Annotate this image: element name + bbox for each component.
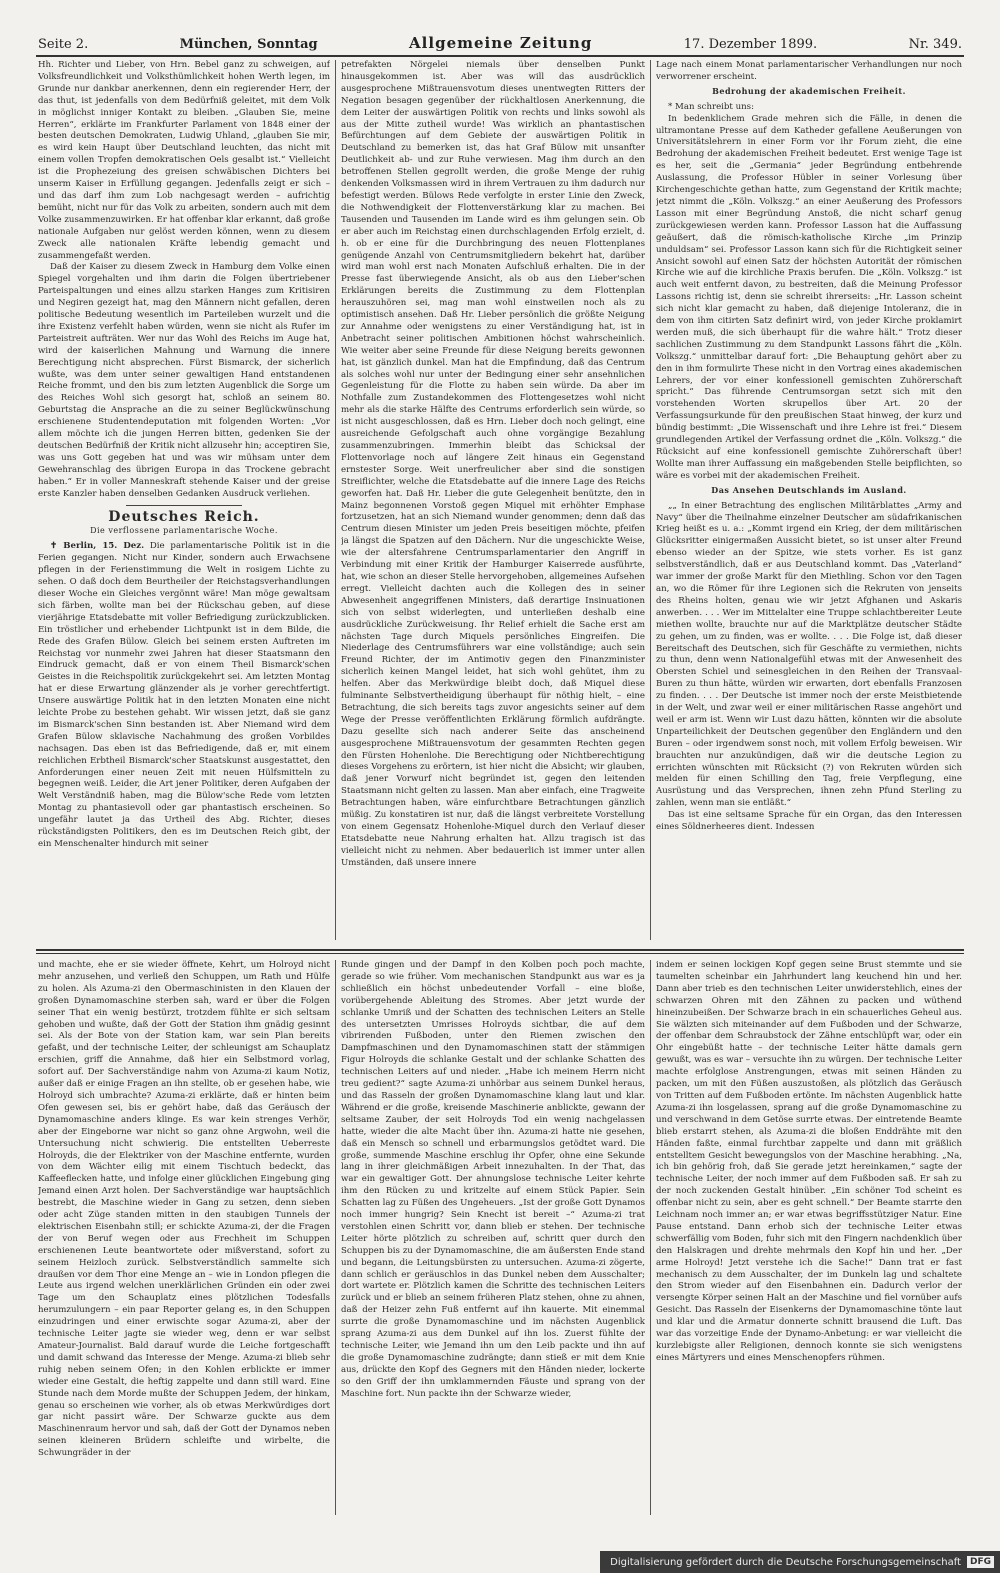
page-number: Seite 2. [38,37,89,52]
footer-text: Digitalisierung gefördert durch die Deutsche Forschungsgemeinschaft [610,1556,961,1568]
top-col3-article-1: In bedenklichem Grade mehren sich die Fälle, in denen die ultramontane Presse auf dem Katheder gefallene Aeußerungen von Universitätslehrern in einer Form vor ihr Forum zieht, die eine Bedrohung der akademischen Freiheit bedeutet. Erst wenige Tage ist es her, seit die „Germania“ jeder Begründung entbehrende Auslassung, die Professor Hübler in seiner Vorlesung über Kirchengeschichte gethan hatte, zum Gegenstand der Kritik machte; jetzt nimmt die „Köln. Volkszg.“ an einer Aeußerung des Professors Lasson mit einer Begründung Anstoß, die nicht scharf genug zurückgewiesen werden kann. Professor Lasson hat die Auffassung geäußert, daß die römisch-katholische Kirche „im Prinzip unduldsam“ sei. Professor Lasson kann sich für die Richtigkeit seiner Ansicht sowohl auf einen Satz der höchsten Autorität der römischen Kirche wie auf die kirchliche Praxis berufen. Die „Köln. Volkszg.“ ist auch weit entfernt davon, zu bestreiten, daß die Meinung Professor Lassons richtig ist, denn sie schreibt ihrerseits: „Hr. Lasson scheint sich nicht klar gemacht zu haben, daß diejenige Intoleranz, die in dem von ihm citirten Satz definirt wird, von jeder Kirche proklamirt werden muß, die sich überhaupt für die wahre hält.“ Trotz dieser sachlichen Zustimmung zu dem Standpunkt Lassons fährt die „Köln. Volkszg.“ unmittelbar darauf fort: „Die Behauptung gehört aber zu den in ihm formulirte These nicht in den Vortrag eines akademischen Lehrers, der vor einer konfessionell gemischten Zuhörerschaft spricht.“ Das führende Centrumsorgan setzt sich mit den vorstehenden Worten skrupellos über Art. 20 der Verfassungsurkunde für den preußischen Staat hinweg, der kurz und bündig bestimmt: „Die Wissenschaft und ihre Lehre ist frei.“ Diesem grundlegenden Artikel der Verfassung ordnet die „Köln. Volkszg.“ die Rücksicht auf eine konfessionell gemischte Zuhörerschaft über! Wollte man ihrer Auffassung ein maßgebenden Stelle beipflichten, so wäre es vorbei mit der akademischen Freiheit. [656,113,962,481]
feuilleton-rule [36,949,964,951]
column-rule [650,60,651,940]
divider [126,505,243,506]
column-rule [335,60,336,940]
top-col3-article-2: „„ In einer Betrachtung des englischen Militärblattes „Army and Navy“ über die Theilnahme einzelner Deutscher am südafrikanischen Krieg heißt es u. a.: „Kommt irgend ein Krieg, der dem militärischen Glücksritter einigermaßen Aussicht bietet, so ist unser alter Freund ebenso wieder an der Spitze, wie stets vorher. Es ist ganz selbstverständlich, daß er aus Deutschland kommt. Das „Vaterland“ war immer der große Markt für den Miethling. Schon vor den Tagen an, wo die Römer für ihre Legionen sich die Rekruten von jenseits des Rheins holten, genau wie wir jetzt Afghanen und Askaris anwerben. . . . Wer im Mittelalter eine Truppe schlachtbereiter Leute miethen wollte, brauchte nur auf die Marktplätze deutscher Städte zu gehen, um zu finden, was er wollte. . . . Die Folge ist, daß dieser Bereitschaft des Deutschen, sich für Geschäfte zu vermiethen, nichts zu thun, denn wenn Nationalgefühl etwas mit der Anwesenheit des Obersten Schiel und seinesgleichen in den Reihen der Transvaal-Buren zu thun hätte, würden wir erwarten, dort ebenfalls Franzosen zu finden. . . . Der Deutsche ist immer noch der erste Meistbietende in der Welt, und zwar weil er einer militärischen Rasse angehört und weil er arm ist. Wenn wir Lust dazu hätten, könnten wir die absolute Unparteilichkeit der Deutschen gegenüber den Engländern und den Buren – oder irgendwem sonst noch, mit vollem Erfolg beweisen. Wir brauchten nur anzukündigen, daß wir die deutsche Legion zu errichten wünschten mit Rücksicht (?) von Rekruten würden sich melden für einen Schilling den Tag, freie Verpflegung, eine Ausrüstung und das Versprechen, ihnen zehn Pfund Sterling zu zahlen, wenn man sie entläßt.“ [656,500,962,809]
feuilleton-rule-2 [36,953,964,954]
place-day: München, Sonntag [179,37,318,52]
article-byline: * Man schreibt uns: [668,101,754,112]
bottom-column-3 [656,960,962,1520]
top-col3-ending: Das ist eine seltsame Sprache für ein Organ, das den Interessen eines Söldnerheeres dient. Indessen [656,810,962,833]
bottom-column-1 [38,960,330,1520]
top-column-3 [656,60,962,945]
page-header [38,30,962,52]
newspaper-title: Allgemeine Zeitung [409,34,593,52]
column-rule [335,960,336,1515]
bottom-col1-story: und machte, ehe er sie wieder öffnete, Kehrt, um Holroyd nicht mehr anzusehen, und verließ den Schuppen, um Rath und Hülfe zu holen. Als Azuma-zi den Obermaschinisten in den Klauen der großen Dynamomaschine sterben sah, ward er über die Folgen seiner That ein wenig bestürzt, trotzdem fühlte er sich seltsam gehoben und wußte, daß der Gott der Station ihm gnädig gesinnt sei. Als der Bote von der Station kam, war sein Plan bereits gefaßt, und der technische Leiter, der schleunigst am Schauplatz erschien, griff die Annahme, daß hier ein Selbstmord vorlag, sofort auf. Der Sachverständige nahm von Azuma-zi kaum Notiz, außer daß er einige Fragen an ihn stellte, ob er gesehen habe, wie Holroyd sich umbrachte? Azuma-zi erklärte, daß er hinten beim Ofen gewesen sei, bis er gehört habe, daß das Geräusch der Dynamomaschine anders klinge. Es war kein strenges Verhör, aber der Eingeborne war nicht so ganz ohne Argwohn, weil die Untersuchung nicht schwierig. Die entstellten Ueberreste Holroyds, die der Elektriker von der Maschine entfernte, wurden von dem Wächter eilig mit einem Tischtuch bedeckt, das Kaffeeflecken hatte, und infolge einer glücklichen Eingebung ging Jemand einen Arzt holen. Der Sachverständige war hauptsächlich bestrebt, die Maschine wieder in Gang zu setzen, denn sieben oder acht Züge standen mitten in den staubigen Tunnels der elektrischen Eisenbahn still; er schickte Azuma-zi, der die Fragen der von Beruf wegen oder aus Frechheit im Schuppen erschienenen Leute beantwortete oder mißverstand, sofort zu seinem Heizloch zurück. Selbstverständlich sammelte sich draußen vor dem Thor eine Menge an – wie in London pflegen die Leute aus irgend welchen unerklärlichen Gründen ein oder zwei Tage um den Schauplatz eines plötzlichen Todesfalls herumzulungern – ein paar Reporter gelang es, in den Schuppen einzudringen und einer erwischte sogar Azuma-zi, aber der technische Leiter jagte sie wieder weg, denn er war selbst Amateur-Journalist. Bald darauf wurde die Leiche fortgeschafft und damit schwand das Interesse der Menge. Azuma-zi blieb sehr ruhig neben seinem Ofen; in den Kohlen erblickte er immer wieder eine Gestalt, die heftig zappelte und dann still ward. Eine Stunde nach dem Morde mußte der Schuppen Jedem, der hinkam, genau so erscheinen wie vorher, als ob etwas Merkwürdiges dort gar nicht passirt wäre. Der Schwarze guckte aus dem Maschinenraum hervor und sah, daß der Gott der Dynamos neben seinen kleineren Brüdern schleifte und wirbelte, die Schwungräder in der [38,960,330,1459]
digitization-footer [600,1551,1000,1573]
top-col1-article: Die parlamentarische Politik ist in die Ferien gegangen. Nicht nur Kinder, sondern auch Erwachsene pflegen in der Ferienstimmung die Welt in rosigem Lichte zu sehen. O daß doch dem Beurtheiler der Reichstagsverhandlungen dieser Woche ein Gleiches vergönnt wäre! Man möge gewaltsam sich färben, wollte man bei der Rückschau geben, auf diese vierjährige Etatsdebatte mit voller Befriedigung zurückzublicken. Ein tröstlicher und erhebender Lichtpunkt ist in dem Bilde, die Rede des Grafen Bülow. Gleich bei seinem ersten Auftreten im Reichstag vor nunmehr zwei Jahren hat dieser Staatsmann den Eindruck gemacht, daß er von einem Theil Bismarck'schen Geistes in die Reichspolitik zurückgekehrt sei. Am letzten Montag hat er diese Erwartung glänzender als je vorher gerechtfertigt. Unsere auswärtige Politik hat in den letzten Monaten eine nicht leichte Probe zu bestehen gehabt. Wir wissen jetzt, daß sie ganz im Bismarck'schen Sinn bestanden ist. Aber Niemand wird dem Grafen Bülow sklavische Nachahmung des großen Vorbildes nachsagen. Das eben ist das Befriedigende, daß er, mit einem reichlichen Erbtheil Bismarck'scher Staatskunst ausgestattet, den Anforderungen einer neuen Zeit mit neuen Hülfsmitteln zu begegnen weiß. Leider, die Art jener Politiker, deren Aufgaben der Welt Verständniß haben, mag die Bülow'sche Rede vom letzten Montag zu phantasievoll oder gar phantastisch erscheinen. So ungefähr lautet ja das Urtheil des Abg. Richter, dieses rückständigsten Politikers, den es im Deutschen Reich gibt, der ein Menschenalter hindurch mit seiner [38,541,330,849]
dfg-logo: DFG [967,1556,994,1568]
bottom-col3-story: indem er seinen lockigen Kopf gegen seine Brust stemmte und sie taumelten scheinbar ein Jahrhundert lang keuchend hin und her. Dann aber trieb es den technischen Leiter unwiderstehlich, eines der schwarzen Ohren mit den Zähnen zu packen und wüthend hineinzubeißen. Der Schwarze brach in ein schauerliches Geheul aus. Sie wälzten sich miteinander auf dem Fußboden und der Schwarze, der offenbar dem Schraubstock der Zähne entschlüpft war, oder ein Ohr eingebüßt hatte – der technische Leiter hätte damals gern gewußt, was es war – versuchte ihn zu würgen. Der technische Leiter machte erfolglose Anstrengungen, etwas mit seinen Händen zu packen, um mit den Füßen auszustoßen, als plötzlich das Geräusch von Tritten auf dem Fußboden ertönte. Im nächsten Augenblick hatte Azuma-zi ihn losgelassen, sprang auf die große Dynamomaschine zu und verschwand in dem Getöse surrte etwas. Der eintretende Beamte blieb erstarrt stehen, als Azuma-zi die bloßen Enddrähte mit den Händen faßte, einmal furchtbar zappelte und dann mit gräßlich entstelltem Gesicht bewegungslos von der Maschine herabhing. „Na, ich bin gehörig froh, daß Sie gerade jetzt hereinkamen,“ sagte der technische Leiter, der noch immer auf dem Fußboden saß. Er sah zu der noch zuckenden Gestalt hinüber. „Ein schöner Tod scheint es offenbar nicht zu sein, aber es geht schnell.“ Der Beamte starrte den Leichnam noch immer an; er war etwas begriffsstütziger Natur. Eine Pause entstand. Dann erhob sich der technische Leiter etwas schwerfällig vom Boden, fuhr sich mit den Fingern nachdenklich über den Halskragen und drehte mehrmals den Kopf hin und her. „Der arme Holroyd! Jetzt verstehe ich die Sache!“ Dann trat er fast mechanisch zu dem Ausschalter, der im Dunkeln lag und schaltete den Strom wieder auf den Eisenbahnen ein. Dadurch verlor der versengte Körper seinen Halt an der Maschine und fiel vornüber aufs Gesicht. Das Rasseln der Eisenkerns der Dynamomaschine tönte laut und klar und die Armatur donnerte schnitt brausend die Luft. Das war das vorzeitige Ende der Dynamo-Anbetung: er war vielleicht die kurzlebigste aller Religionen, dennoch konnte sie sich wenigstens eines Märtyrers und eines Menschenopfers rühmen. [656,960,962,1363]
top-col1-paragraph-2: Daß der Kaiser zu diesem Zweck in Hamburg dem Volke einen Spiegel vorgehalten und ihm darin die Folgen übertriebener Parteispaltungen und eines allzu starken Hanges zum Kritisiren und Negiren gezeigt hat, mag den Männern nicht gefallen, deren politische Bedeutung wesentlich im Parteileben wurzelt und die ihre Existenz verfehlt haben würden, wenn sie nicht als Rufer im Parteistreit aufträten. Wer nur das Wohl des Reichs im Auge hat, wird der kaiserlichen Mahnung und Warnung die innere Berechtigung nicht absprechen. Fürst Bismarck, der sicherlich wußte, was dem unter seiner gewaltigen Hand entstandenen Reiche frommt, und den bis zum letzten Augenblick die Sorge um des Reiches Wohl sich gesorgt hat, schloß an seinem 80. Geburtstag die Ansprache an die zu seiner Beglückwünschung erschienene Studentendeputation mit folgenden Worten: „Vor allem möchte ich die jungen Herren bitten, gedenken Sie der deutschen Bedürfniß der Kritik nicht allzusehr hin; acceptiren Sie, was uns Gott gegeben hat und was wir mühsam unter dem Gewehranschlag des übrigen Europa in das Trockene gebracht haben.“ Er in voller Manneskraft stehende Kaiser und der greise erste Kanzler haben denselben Gedanken Ausdruck verliehen. [38,262,330,499]
bottom-column-2 [341,960,645,1520]
column-rule [650,960,651,1515]
dateline: ✝ Berlin, 15. Dez. [50,541,145,552]
top-col2-article: petrefakten Nörgelei niemals über denselben Punkt hinausgekommen ist. Aber was will das ausdrücklich ausgesprochene Mißtrauensvotum dieses unentwegten Ritters der Negation besagen gegenüber der rückhaltlosen Anerkennung, die dem Leiter der auswärtigen Politik von rechts und links sowohl als aus der Mitte zutheil wurde! Was wirklich an phantastischen Befürchtungen auf dem Gebiete der auswärtigen Politik in Deutschland zu bemerken ist, das hat Graf Bülow mit unsanfter Deutlichkeit ab- und zur Ruhe verwiesen. Mag ihm durch an den betroffenen Stellen gegrollt werden, die große Menge der ruhig denkenden Volksmassen wird in ihrem Vertrauen zu ihm dadurch nur befestigt werden. Bülows Rede verfolgte in erster Linie den Zweck, die Nothwendigkeit der Flottenverstärkung klar zu machen. Bei Tausenden und Tausenden im Lande wird es ihm gelungen sein. Ob er aber auch im Reichstag einen durchschlagenden Erfolg erzielt, d. h. ob er eine für die Durchbringung des neuen Flottenplanes genügende Anzahl von Centrumsmitgliedern bekehrt hat, darüber wird man wohl erst nach Monaten Aufschluß erhalten. Die in der Presse fast überwiegende Ansicht, als ob aus den Lieber'schen Erklärungen bereits die Zustimmung zu dem Flottenplan herauszuhören sei, mag man wohl einstweilen noch als zu optimistisch ansehen. Daß Hr. Lieber persönlich die größte Neigung zur Annahme oder wenigstens zu einer Verständigung hat, ist in Anbetracht seiner politischen Ambitionen höchst wahrscheinlich. Wie weiter aber seine Freunde für diese Neigung bereits gewonnen hat, ist gänzlich dunkel. Man hat die Empfindung, daß das Centrum als solches wohl nur unter der Bedingung einer sehr ansehnlichen Gegenleistung für die Flotte zu haben sein würde. Da aber im Nothfalle zum Zustandekommen des Flottengesetzes wohl nicht mehr als die starke Hälfte des Centrums erforderlich sein würde, so ist nicht ausgeschlossen, daß es Hrn. Lieber doch noch gelingt, eine ausreichende Gefolgschaft auch ohne vorgängige Bezahlung zusammenzubringen. Immerhin bleibt das Schicksal der Flottenvorlage noch auf längere Zeit hinaus ein Gegenstand ernstester Sorge. Weit unerfreulicher aber sind die sonstigen Streiflichter, welche die Etatsdebatte auf die innere Lage des Reichs geworfen hat. Daß Hr. Lieber die gute Gelegenheit benützte, den in Mainz begonnenen Vorstoß gegen Miquel mit erhöhter Emphase fortzusetzen, hat an sich Niemand wunder genommen; denn daß das Centrum diesen Minister um jeden Preis beseitigen möchte, pfeifen ja längst die Spatzen auf den Dächern. Nur die ungeschickte Weise, wie der altersfahrene Centrumsparlamentarier den Angriff in Verbindung mit einer Kritik der Hamburger Kaiserrede ausführte, hat, wie schon an dieser Stelle hervorgehoben, allgemeines Aufsehen erregt. Vielleicht dachten auch die Kollegen des in seiner Abwesenheit angegriffenen Ministers, daß derartige Insinuationen sich von selbst widerlegten, und unterließen deshalb eine ausdrückliche Zurückweisung. Ihr Relief erhielt die Sache erst am nächsten Tage durch Miquels persönliches Eingreifen. Die Niederlage des Centrumsführers war eine vollständige; auch sein Freund Richter, der im Antimotiv gegen den Finanzminister sicherlich keinen Mangel leidet, hat sich wohl gehütet, ihm zu helfen. Aber das Merkwürdige bleibt doch, daß Miquel diese fulminante Selbstvertheidigung überhaupt für nöthig hielt, – eine Betrachtung, die sich bereits tags zuvor angesichts seiner auf dem Wege der Presse veröffentlichten Erklärung förmlich aufdrängte. Dazu gesellte sich nach anderer Seite das anscheinend ausgesprochene Mißtrauensvotum der gesammten Rechten gegen den Fürsten Hohenlohe. Die Berechtigung oder Nichtberechtigung dieses Vorgehens zu erörtern, ist hier nicht die Absicht; wir glauben, daß jener Vorwurf nicht begründet ist, gegen den leitenden Staatsmann nicht gelten zu lassen. Man aber einfach, eine Tragweite Betrachtungen haben, wäre einfurchtbare Betrachtungen gänzlich müßig. Zu konstatiren ist nur, daß die längst verbreitete Vorstellung von einem Gegensatz Hohenlohe-Miquel durch den Verlauf dieser Etatsdebatte neue Nahrung erhalten hat. Allzu tragisch ist das vielleicht nicht zu nehmen. Aber bedauerlich ist immer unter allen Umständen, daß unsere innere [341,60,645,868]
issue-date: 17. Dezember 1899. [683,37,818,52]
section-title: Deutsches Reich. [108,508,260,525]
top-column-2 [341,60,645,945]
article-heading-academic-freedom: Bedrohung der akademischen Freiheit. [712,85,906,96]
top-col1-paragraph-1: Hh. Richter und Lieber, von Hrn. Bebel ganz zu schweigen, auf Volksfreundlichkeit und Volksthümlichkeit hohen Werth legen, im Grunde nur dankbar anerkennen, denn ein regierender Herr, der das thut, ist jedenfalls von dem Bedürfniß geleitet, mit dem Volk in möglichst inniger Kontakt zu bleiben. „Glauben Sie, meine Herren“, erklärte im Frankfurter Parlament von 1848 einer der besten deutschen Demokraten, Ludwig Uhland, „glauben Sie mir, es wird kein Haupt über Deutschland leuchten, das nicht mit einem vollen Tropfen demokratischen Oels gesalbt ist.“ Vielleicht ist die Prophezeiung des greisen schwäbischen Dichters bei unserm Kaiser in Erfüllung gegangen. Jedenfalls zeigt er sich – und das darf ihm zum Lob nachgesagt werden – aufrichtig bemüht, nicht nur für das Volk zu arbeiten, sondern auch mit dem Volke zusammenzuwirken. Er hat offenbar klar erkannt, daß große nationale Aufgaben nur gelöst werden können, wenn zu diesem Zweck alle nationalen Kräfte lebendig gemacht und zusammengefaßt werden. [38,60,330,261]
article-heading-germany-abroad: Das Ansehen Deutschlands im Ausland. [711,484,907,495]
issue-number: Nr. 349. [908,37,962,52]
bottom-col2-story: Runde gingen und der Dampf in den Kolben poch poch machte, gerade so wie früher. Vom mechanischen Standpunkt aus war es ja schließlich ein höchst unbedeutender Vorfall – eine bloße, vorübergehende Ableitung des Stromes. Aber jetzt wurde der schlanke Umriß und der Schatten des technischen Leiters an Stelle des untersetzten Umrisses Holroyds sichtbar, die auf dem vibrirenden Fußboden, unter den Riemen zwischen den Dampfmaschinen und den Dynamomaschinen statt der stämmigen Figur Holroyds die schlanke Gestalt und der schlanke Schatten des technischen Leiters auf und nieder. „Habe ich meinem Herrn nicht treu gedient?“ sagte Azuma-zi unhörbar aus seinem Dunkel heraus, und das Rasseln der großen Dynamomaschine klang laut und klar. Während er die große, kreisende Maschinerie anblickte, gewann der seltsame Zauber, der seit Holroyds Tod ein wenig nachgelassen hatte, wieder die alte Macht über ihn. Azuma-zi hatte nie gesehen, daß ein Mensch so schnell und erbarmungslos getödtet ward. Die große, summende Maschine erschlug ihr Opfer, ohne eine Sekunde lang in ihrer gleichmäßigen Arbeit innezuhalten. In der That, das war ein gewaltiger Gott. Der ahnungslose technische Leiter kehrte ihm den Rücken zu und kritzelte auf einem Stück Papier. Sein Schatten lag zu Füßen des Ungeheuers. „Ist der große Gott Dynamos noch immer hungrig? Sein Knecht ist bereit –“ Azuma-zi trat verstohlen einen Schritt vor, dann blieb er stehen. Der technische Leiter hörte plötzlich zu schreiben auf, schritt quer durch den Schuppen bis zu der Dynamomaschine, die am äußersten Ende stand und begann, die Leitungsbürsten zu untersuchen. Azuma-zi zögerte, dann schlich er geräuschlos in das Dunkel neben dem Ausschalter; dort wartete er. Plötzlich kamen die Schritte des technischen Leiters zurück und er blieb an seinem früheren Platz stehen, ohne zu ahnen, daß der Heizer zehn Fuß entfernt auf ihn kauerte. Mit einemmal surrte die große Dynamomaschine und im nächsten Augenblick sprang Azuma-zi aus dem Dunkel auf ihn los. Zuerst fühlte der technische Leiter, wie Jemand ihn um den Leib packte und ihn auf die große Dynamomaschine zudrängte; dann stieß er mit dem Knie aus, drückte den Kopf des Gegners mit den Händen nieder, lockerte so den Griff der ihn umklammernden Fäuste und sprang von der Maschine fort. Nun packte ihn der Schwarze wieder, [341,960,645,1399]
top-col3-intro: Lage nach einem Monat parlamentarischer Verhandlungen nur noch verworrener erscheint. [656,60,962,82]
header-rule [36,55,964,57]
section-subtitle: Die verflossene parlamentarische Woche. [90,526,278,536]
top-column-1 [38,60,330,945]
